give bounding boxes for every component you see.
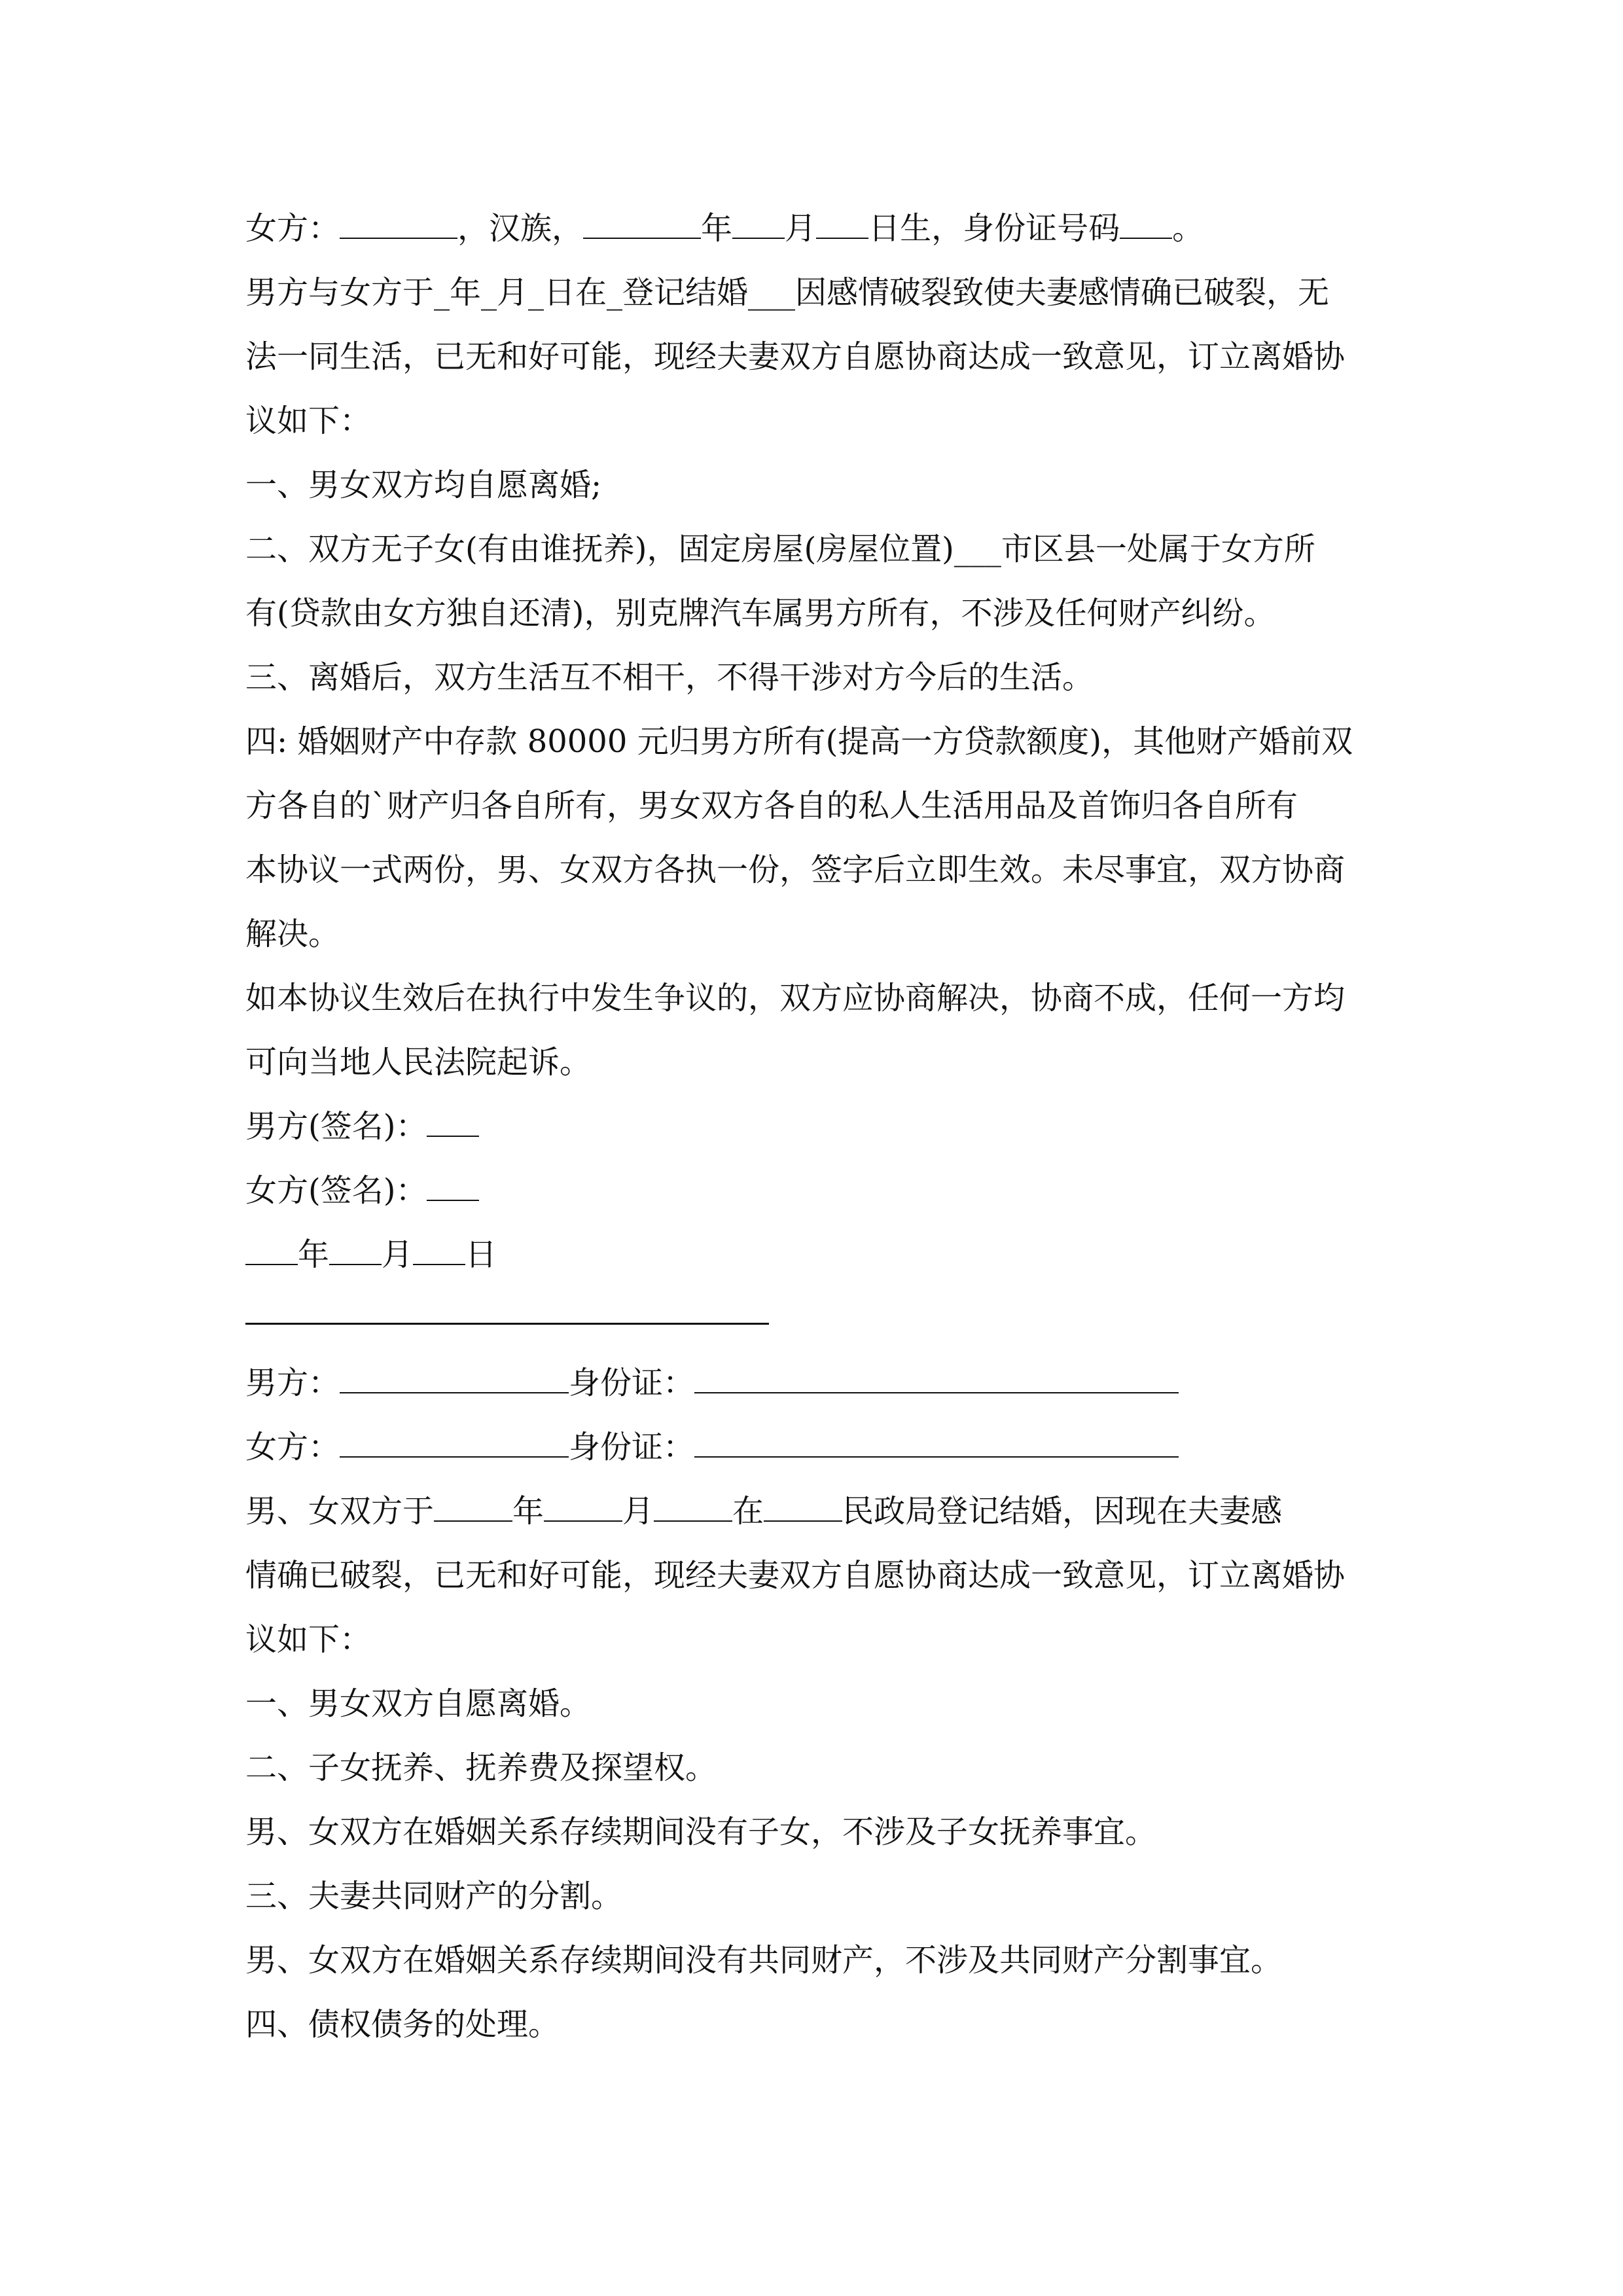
blank-field: [694, 1366, 1179, 1393]
text-segment: 在: [732, 1493, 764, 1530]
clause-line: 二、子女抚养、抚养费及探望权。: [245, 1749, 717, 1786]
blank-field: [654, 1494, 732, 1522]
clause-line: 有(贷款由女方独自还清)，别克牌汽车属男方所有，不涉及任何财产纠纷。: [245, 595, 1275, 632]
blank-field: [340, 1430, 569, 1458]
female-info-line: [245, 196, 1384, 260]
text-segment: 年: [701, 210, 733, 247]
paragraph-line: 情确已破裂，已无和好可能，现经夫妻双方自愿协商达成一致意见，订立离婚协: [245, 1557, 1346, 1594]
blank-field: [544, 1494, 622, 1522]
paragraph-line: 法一同生活，已无和好可能，现经夫妻双方自愿协商达成一致意见，订立离婚协: [245, 338, 1346, 375]
male-label: 男方：: [245, 1365, 340, 1401]
paragraph-line: 议如下：: [245, 1621, 372, 1658]
paragraph-line: 男方与女方于_年_月_日在_登记结婚___因感情破裂致使夫妻感情确已破裂，无: [245, 274, 1330, 311]
id-label: 身份证：: [569, 1365, 695, 1401]
text-segment: 。: [1172, 210, 1204, 247]
date-day: 日: [465, 1236, 497, 1273]
clause-line: 一、男女双方自愿离婚。: [245, 1685, 592, 1722]
male-id-line: [245, 1351, 1384, 1415]
text-segment: 月: [785, 210, 817, 247]
text-segment: 女方：: [245, 210, 340, 247]
clause-line: 二、双方无子女(有由谁抚养)，固定房屋(房屋位置)___市区县一处属于女方所: [245, 531, 1315, 567]
blank-field: [434, 1494, 512, 1522]
blank-field: [583, 211, 701, 239]
female-signature-line: [245, 1158, 1384, 1223]
date-year: 年: [298, 1236, 330, 1273]
clause-line: 三、夫妻共同财产的分割。: [245, 1878, 623, 1914]
clause-line: 四、债权债务的处理。: [245, 2006, 560, 2043]
clause-line: 本协议一式两份，男、女双方各执一份，签字后立即生效。未尽事宜，双方协商: [245, 852, 1346, 888]
clause-line: 四: 婚姻财产中存款 80000 元归男方所有(提高一方贷款额度)，其他财产婚前双: [245, 723, 1353, 760]
female-id-line: [245, 1415, 1384, 1479]
blank-field: [694, 1430, 1179, 1458]
text-segment: 日生，身份证号码: [868, 210, 1120, 247]
document-body: [245, 196, 1384, 2056]
text-segment: ，汉族，: [457, 210, 584, 247]
signature-blank: [427, 1174, 479, 1201]
clause-line: 三、离婚后，双方生活互不相干，不得干涉对方今后的生活。: [245, 659, 1094, 696]
clause-line: 解决。: [245, 916, 340, 952]
clause-line: 方各自的`财产归各自所有，男女双方各自的私人生活用品及首饰归各自所有: [245, 787, 1298, 824]
clause-line: 男、女双方在婚姻关系存续期间没有子女，不涉及子女抚养事宜。: [245, 1814, 1157, 1850]
clause-line: 可向当地人民法院起诉。: [245, 1044, 592, 1081]
blank-field: [413, 1238, 465, 1265]
blank-field: [329, 1238, 382, 1265]
male-signature-label: 男方(签名)：: [245, 1108, 427, 1145]
blank-field: [764, 1494, 842, 1522]
paragraph-line: 议如下：: [245, 403, 372, 439]
blank-field: [816, 211, 868, 239]
text-segment: 年: [512, 1493, 544, 1530]
blank-field: [732, 211, 785, 239]
blank-field: [1120, 211, 1172, 239]
blank-field: [245, 1238, 298, 1265]
date-month: 月: [382, 1236, 414, 1273]
section-divider: [245, 1287, 769, 1351]
text-segment: 月: [622, 1493, 654, 1530]
text-segment: 民政局登记结婚，因现在夫妻感: [842, 1493, 1283, 1530]
text-segment: 男、女双方于: [245, 1493, 435, 1530]
male-signature-line: [245, 1094, 1384, 1158]
clause-line: 一、男女双方均自愿离婚;: [245, 467, 602, 503]
date-line: [245, 1223, 1384, 1287]
blank-field: [340, 1366, 569, 1393]
signature-blank: [427, 1109, 479, 1137]
blank-field: [340, 211, 457, 239]
female-signature-label: 女方(签名)：: [245, 1172, 427, 1209]
clause-line: 如本协议生效后在执行中发生争议的，双方应协商解决，协商不成，任何一方均: [245, 980, 1346, 1016]
id-label: 身份证：: [569, 1429, 695, 1465]
female-label: 女方：: [245, 1429, 340, 1465]
marriage-registration-line: [245, 1479, 1384, 1543]
clause-line: 男、女双方在婚姻关系存续期间没有共同财产，不涉及共同财产分割事宜。: [245, 1942, 1283, 1979]
